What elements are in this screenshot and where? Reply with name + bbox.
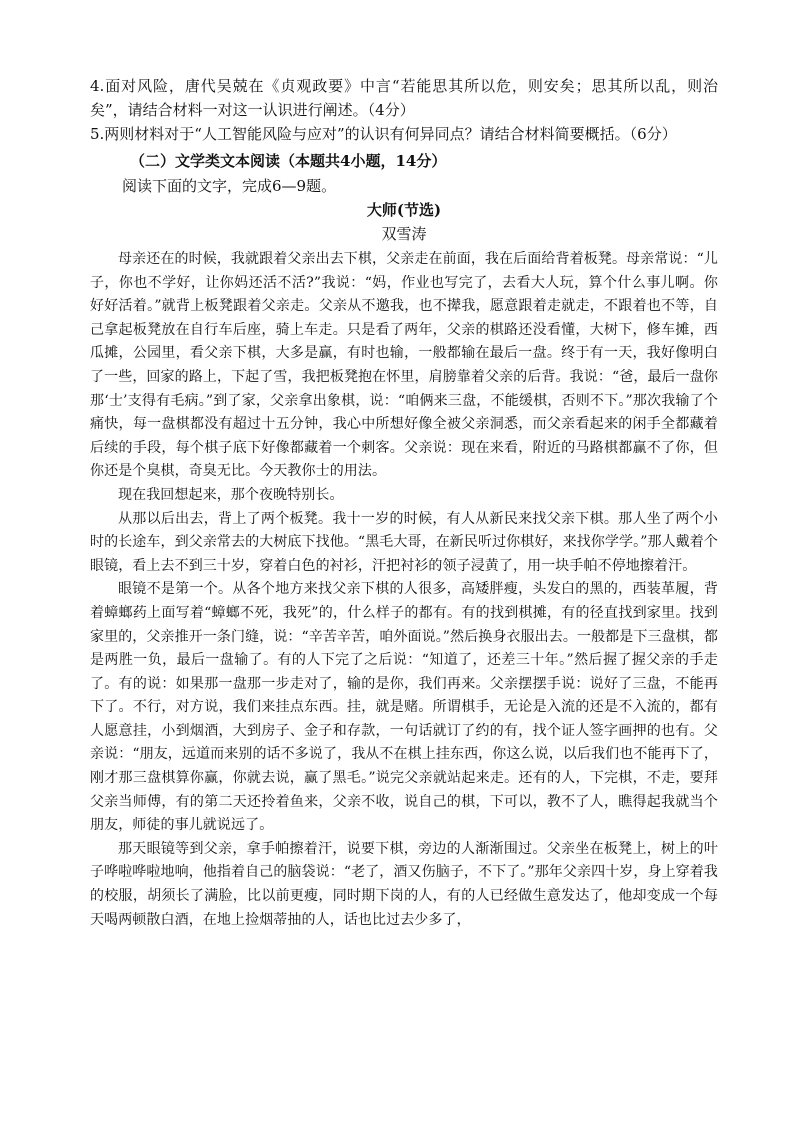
article-paragraph: 现在我回想起来，那个夜晚特别长。 xyxy=(118,486,344,503)
document-page xyxy=(90,74,718,932)
question-5: 5.两则材料对于“人工智能风险与应对”的认识有何异同点？请结合材料简要概括。（6分） xyxy=(90,125,677,143)
article-paragraph: 从那以后出去，背上了两个板凳。我十一岁的时候，有人从新民来找父亲下棋。那人坐了两个小时的长途车，到父亲常去的大树底下找他。“黑毛大哥，在新民听过你棋好，来找你学学。”那人戴着个眼镜，看上去不到三十岁，穿着白色的衬衫，汗把衬衫的领子浸黄了，用一块手帕不停地擦着汗。 xyxy=(90,510,718,574)
article-title: 大师(节选) xyxy=(366,201,442,219)
question-4: 4.面对风险，唐代吴兢在《贞观政要》中言“若能思其所以危，则安矣；思其所以乱，则治矣”，请结合材料一对这一认识进行阐述。（4分） xyxy=(90,77,718,119)
article-paragraph: 那天眼镜等到父亲，拿手帕擦着汗，说要下棋，旁边的人渐渐围过。父亲坐在板凳上，树上的叶子哗啦哗啦地响，他指着自己的脑袋说：“老了，酒又伤脑子，不下了。”那年父亲四十岁，身上穿着我的校服，胡须长了满脸，比以前更瘦，同时期下岗的人，有的人已经做生意发达了，他却变成一个每天喝两顿散白酒，在地上捡烟蒂抽的人，话也比过去少多了， xyxy=(90,840,718,928)
article-author: 双雪涛 xyxy=(381,225,427,243)
section-heading: （二）文学类文本阅读（本题共4小题，14分） xyxy=(130,152,447,170)
article-paragraph: 母亲还在的时候，我就跟着父亲出去下棋，父亲走在前面，我在后面给背着板凳。母亲常说：“儿子，你也不学好，让你妈还活不活?”我说：“妈，作业也写完了，去看大人玩，算个什么事儿啊。你好好活着。”就背上板凳跟着父亲走。父亲从不邀我，也不撵我，愿意跟着走就走，不跟着也不等，自己拿起板凳放在自行车后座，骑上车走。只是看了两年，父亲的棋路还没看懂，大树下，修车摊，西瓜摊，公园里，看父亲下棋，大多是赢，有时也输，一般都输在最后一盘。终于有一天，我好像明白了一些，回家的路上，下起了雪，我把板凳抱在怀里，肩膀靠着父亲的后背。我说：“爸，最后一盘你那‘士’支得有毛病。”到了家，父亲拿出象棋，说：“咱俩来三盘，不能缓棋，否则不下。”那次我输了个痛快，每一盘棋都没有超过十五分钟，我心中所想好像全被父亲洞悉，而父亲看起来的闲手全都藏着后续的手段，每个棋子底下好像都藏着一个刺客。父亲说：现在来看，附近的马路棋都赢不了你，但你还是个臭棋，奇臭无比。今天教你士的用法。 xyxy=(90,251,718,480)
article-body xyxy=(90,248,718,932)
section-instruction: 阅读下面的文字，完成6—9题。 xyxy=(122,177,337,195)
article-paragraph: 眼镜不是第一个。从各个地方来找父亲下棋的人很多，高矮胖瘦，头发白的黑的，西装革履，背着蟑螂药上面写着“蟑螂不死，我死”的，什么样子的都有。有的找到棋摊，有的径直找到家里。找到家里的，父亲推开一条门缝，说：“辛苦辛苦，咱外面说。”然后换身衣服出去。一般都是下三盘棋，都是两胜一负，最后一盘输了。有的人下完了之后说：“知道了，还差三十年。”然后握了握父亲的手走了。有的说：如果那一盘那一步走对了，输的是你，我们再来。父亲摆摆手说：说好了三盘，不能再下了。不行，对方说，我们来挂点东西。挂，就是赌。所谓棋手，无论是入流的还是不入流的，都有人愿意挂，小到烟酒，大到房子、金子和存款，一句话就订了约的有，找个证人签字画押的也有。父亲说：“朋友，远道而来别的话不多说了，我从不在棋上挂东西，你这么说，以后我们也不能再下了，刚才那三盘棋算你赢，你就去说，赢了黑毛。”说完父亲就站起来走。还有的人，下完棋，不走，要拜父亲当师傅，有的第二天还拎着鱼来，父亲不收，说自己的棋，下可以，教不了人，瞧得起我就当个朋友，师徒的事儿就说远了。 xyxy=(90,581,718,834)
